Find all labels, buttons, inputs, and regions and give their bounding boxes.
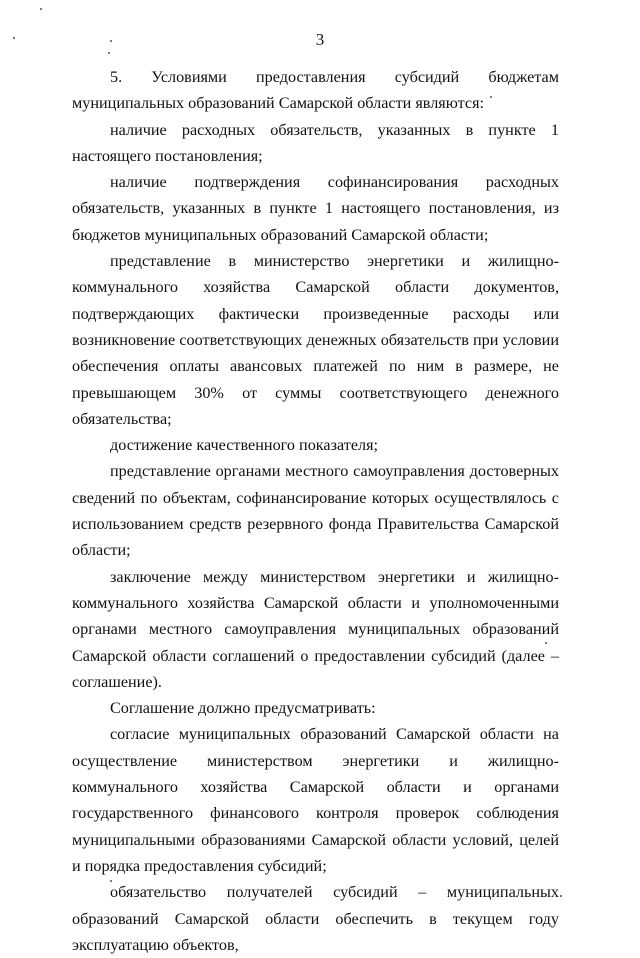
scan-speck: [545, 642, 547, 644]
paragraph-conditions-intro: 5. Условиями предоставления субсидий бюджетам муниципальных образований Самарской области являются:: [72, 68, 559, 113]
scan-speck: [490, 96, 492, 98]
paragraph-documents-submission: представление в министерство энергетики и жилищно-коммунального хозяйства Самарской области документов, подтверждающих фактически произведенные расходы или возникновение соответствующих денежных обязательств при условии обеспечения оплаты авансовых платежей по ним в размере, не превышающем 30% от суммы соответствующего денежного обязательства;: [72, 252, 559, 428]
paragraph-expense-obligations: наличие расходных обязательств, указанных в пункте 1 настоящего постановления;: [72, 120, 559, 165]
paragraph-agreement-provisions: Соглашение должно предусматривать:: [110, 699, 376, 718]
paragraph-quality-indicator: достижение качественного показателя;: [110, 436, 379, 455]
document-body: [72, 64, 559, 958]
page-number: 3: [315, 30, 325, 49]
scan-speck: [40, 8, 42, 10]
scan-speck: [108, 52, 110, 54]
paragraph-cofinancing-confirmation: наличие подтверждения софинансирования расходных обязательств, указанных в пункте 1 настоящего постановления, из бюджетов муниципальных образований Самарской области;: [72, 173, 559, 244]
paragraph-reliable-information: представление органами местного самоуправления достоверных сведений по объектам, софинансирование которых осуществлялось с использованием средств резервного фонда Правительства Самарской области;: [72, 462, 559, 560]
scan-speck: [110, 40, 112, 42]
scan-speck: [110, 880, 112, 882]
scan-speck: [560, 895, 562, 897]
paragraph-recipient-obligation: обязательство получателей субсидий – муниципальных образований Самарской области обеспечить в текущем году эксплуатацию объектов,: [72, 883, 559, 954]
paragraph-agreement-conclusion: заключение между министерством энергетики и жилищно-коммунального хозяйства Самарской области и уполномоченными органами местного самоуправления муниципальных образований Самарской области соглашений о предоставлении субсидий (далее – соглашение).: [72, 567, 559, 691]
paragraph-consent-inspections: согласие муниципальных образований Самарской области на осуществление министерством энергетики и жилищно-коммунального хозяйства Самарской области и органами государственного финансового контроля проверок соблюдения муниципальными образованиями Самарской области условий, целей и порядка предоставления субсидий;: [72, 725, 559, 875]
scan-speck: [13, 37, 15, 39]
